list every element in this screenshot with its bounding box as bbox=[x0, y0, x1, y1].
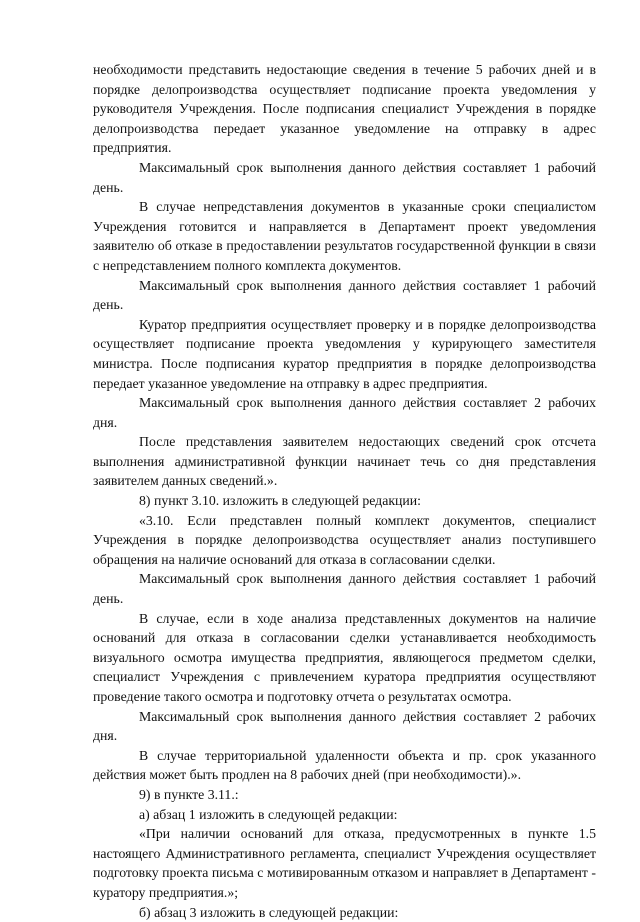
paragraph: 9) в пункте 3.11.: bbox=[139, 786, 239, 802]
paragraph: Максимальный срок выполнения данного действия составляет 1 рабочий день. bbox=[93, 571, 596, 607]
paragraph: В случае непредставления документов в указанные сроки специалистом Учреждения готовится и направляется в Департамент проект уведомления заявителю об отказе в предоставлении результатов государственной функции в связи с непредставлением полного комплекта документов. bbox=[93, 199, 596, 273]
paragraph: Максимальный срок выполнения данного действия составляет 1 рабочий день. bbox=[93, 159, 596, 195]
paragraph: б) абзац 3 изложить в следующей редакции: bbox=[139, 904, 399, 920]
paragraph: Максимальный срок выполнения данного действия составляет 2 рабочих дня. bbox=[93, 395, 596, 430]
paragraph: В случае, если в ходе анализа представленных документов на наличие оснований для отказа в согласовании сделки устанавливается необходимость визуального осмотра имущества предприятия, являющегося предметом сделки, специалист Учреждения с привлечением куратора предприятия осуществляют проведение такого осмотра и подготовку отчета о результатах осмотра. bbox=[93, 610, 596, 704]
paragraph: В случае территориальной удаленности объекта и пр. срок указанного действия может быть продлен на 8 рабочих дней (при необходимости).». bbox=[93, 747, 596, 783]
paragraph: 8) пункт 3.10. изложить в следующей редакции: bbox=[139, 493, 422, 509]
paragraph: После представления заявителем недостающих сведений срок отсчета выполнения административной функции начинает течь со дня представления заявителем данных сведений.». bbox=[93, 434, 596, 489]
paragraph: Максимальный срок выполнения данного действия составляет 1 рабочий день. bbox=[93, 277, 596, 313]
paragraph: «3.10. Если представлен полный комплект документов, специалист Учреждения в порядке делопроизводства осуществляет анализ поступившего обращения на наличие оснований для отказа в согласовании сделки. bbox=[93, 512, 596, 567]
paragraph: а) абзац 1 изложить в следующей редакции: bbox=[139, 806, 398, 822]
paragraph: «При наличии оснований для отказа, предусмотренных в пункте 1.5 настоящего Административного регламента, специалист Учреждения осуществляет подготовку проекта письма с мотивированным отказом и направляет в Департамент - куратору предприятия.»; bbox=[93, 826, 596, 900]
paragraph: необходимости представить недостающие сведения в течение 5 рабочих дней и в порядке делопроизводства осуществляет подписание проекта уведомления у руководителя Учреждения. После подписания специалист Учреждения в порядке делопроизводства передает указанное уведомление на отправку в адрес предприятия. bbox=[93, 62, 596, 156]
document-page bbox=[93, 60, 596, 922]
paragraph: Максимальный срок выполнения данного действия составляет 2 рабочих дня. bbox=[93, 708, 596, 744]
paragraph: Куратор предприятия осуществляет проверку и в порядке делопроизводства осуществляет подписание проекта уведомления у курирующего заместителя министра. После подписания куратор предприятия в порядке делопроизводства передает указанное уведомление на отправку в адрес предприятия. bbox=[93, 316, 596, 391]
